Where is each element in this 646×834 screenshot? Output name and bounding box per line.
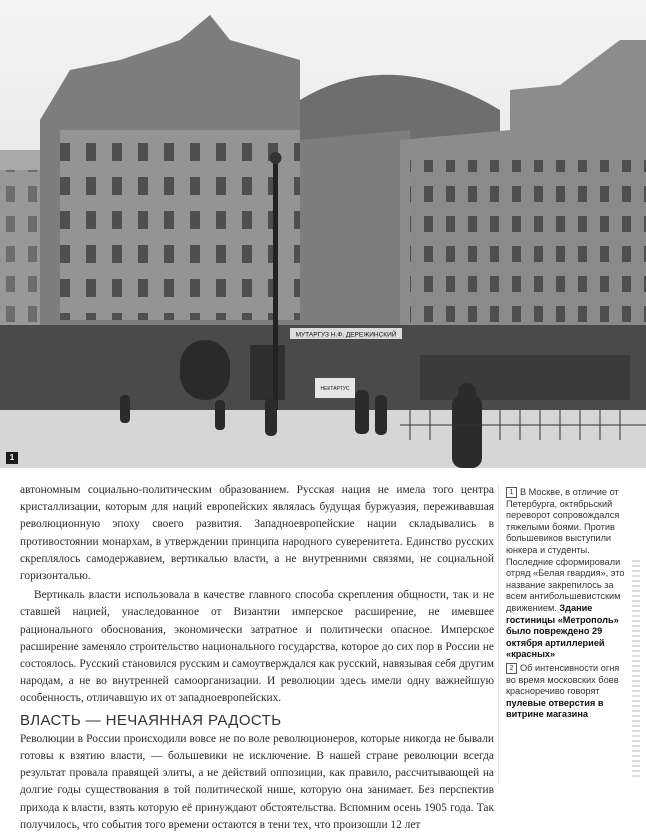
photo-number-badge: 1	[6, 452, 18, 464]
caption-1-text: В Москве, в отличие от Петербурга, октябрьский переворот сопровождался тяжелыми боями. Против большевиков выступили юнкера и студенты. Последние сформировали отряд «Белая гвардия», это название закрепилось за всем антибольшевистским движением.	[506, 487, 625, 613]
caption-2-text: Об интенсивности огня во время московских боев красноречиво говорят	[506, 662, 620, 697]
article-body	[20, 482, 494, 834]
caption-number: 2	[506, 663, 517, 674]
paragraph-1: автономным социально-политическим образованием. Русская нация не имела того центра кристаллизации, которым для наций европейских являлась будущая буржуазия, переживавшая революционную эпоху своего развития. Западноевропейские нации складывались в противостоянии монархам, в утверждении принципа народного суверенитета. Единство русских скреплялось самодержавием, вертикалью власти, а не внутренними связями, не социальной горизонталью.	[20, 484, 494, 583]
caption-2-bold: пулевые отверстия в витрине магазина	[506, 697, 604, 720]
caption-1-bold: Здание гостиницы «Метрополь» было повреждено 29 октября артиллерией «красных»	[506, 602, 619, 660]
street	[0, 410, 646, 468]
edge-credit-strip	[632, 560, 640, 780]
sidebar-captions	[506, 487, 630, 723]
paragraph-3: Революции в России происходили вовсе не по воле революционеров, которые никогда не бывали готовы к взятию власти, — большевики не исключение. В нашей стране революции всегда результат провала правящей элиты, а не действий оппозиции, как правило, рассчитывающей на долгие годы существования в той политической нише, которую она занимает. Без перспектив прихода к власти, взять которую её принуждают обстоятельства. Вспомним осень 1905 года. Так получилось, что события того времени остаются в тени тех, что произошли 12 лет	[20, 732, 494, 831]
caption-1	[506, 487, 630, 661]
column-divider	[498, 484, 499, 784]
signboard-text: МУТАРГУЗ Н.Ф. ДЕРЕЖИНСКИЙ	[295, 331, 397, 339]
caption-2	[506, 663, 630, 721]
lamp-post	[273, 160, 278, 420]
shop-sign-text: НЕКТАРТУС	[320, 386, 350, 392]
section-heading: ВЛАСТЬ — НЕЧАЯННАЯ РАДОСТЬ	[20, 711, 282, 729]
caption-number: 1	[506, 487, 517, 498]
paragraph-2: Вертикаль власти использовала в качестве главного способа скрепления общности, так и не ставшей нацией, унаследованное от Византии имперское расширение, не имевшее рационального обоснования, экономически затратное и политически опасное. Имперское расширение заменяло строительство национального государства, которое до сих пор в России не состоялось. Русский становился русским и самоутверждался как русский, навязывая себя другим народам, а не во внутренней самоорганизации. И революции здесь имели одну важнейшую особенность, отличавшую их от западноевропейских.	[20, 589, 494, 705]
